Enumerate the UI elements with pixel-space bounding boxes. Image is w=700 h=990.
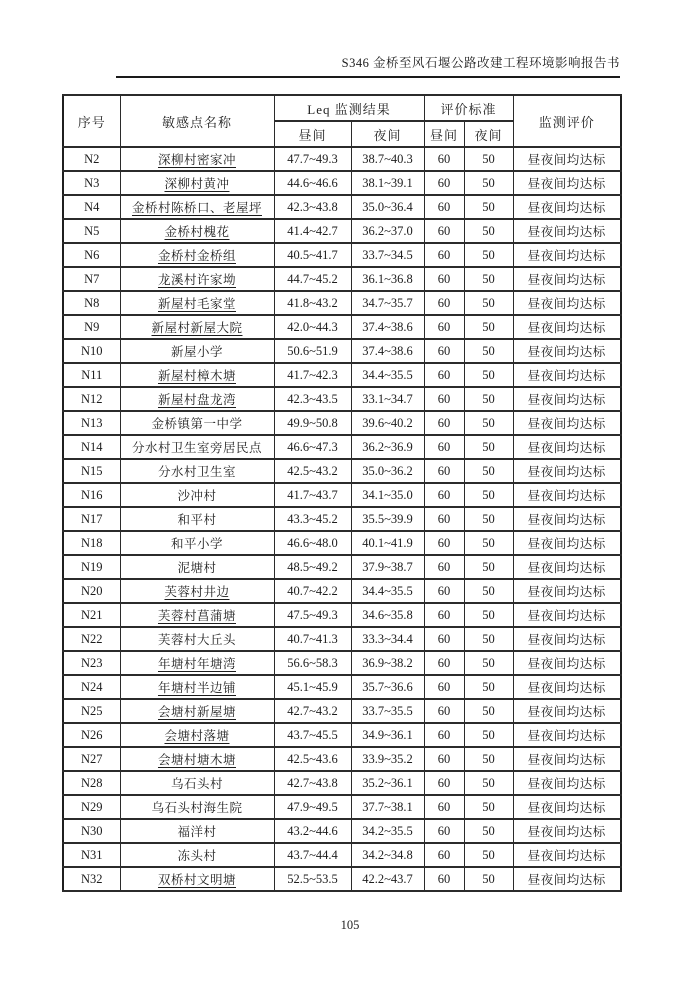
cell-std-night: 50 <box>464 675 513 699</box>
cell-std-day: 60 <box>424 387 464 411</box>
table-row <box>63 171 621 195</box>
cell-leq-night: 37.9~38.7 <box>351 555 424 579</box>
cell-leq-night: 35.0~36.4 <box>351 195 424 219</box>
cell-std-day: 60 <box>424 603 464 627</box>
cell-leq-day: 40.7~42.2 <box>274 579 351 603</box>
cell-eval: 昼夜间均达标 <box>513 627 621 651</box>
cell-eval: 昼夜间均达标 <box>513 819 621 843</box>
cell-name: 深柳村黄冲 <box>120 171 274 195</box>
cell-serial: N8 <box>63 291 120 315</box>
cell-leq-day: 42.7~43.2 <box>274 699 351 723</box>
cell-serial: N20 <box>63 579 120 603</box>
cell-std-night: 50 <box>464 747 513 771</box>
cell-leq-day: 40.7~41.3 <box>274 627 351 651</box>
cell-leq-night: 38.1~39.1 <box>351 171 424 195</box>
table-row <box>63 411 621 435</box>
cell-eval: 昼夜间均达标 <box>513 387 621 411</box>
cell-eval: 昼夜间均达标 <box>513 579 621 603</box>
cell-leq-day: 42.3~43.8 <box>274 195 351 219</box>
cell-name: 金桥村金桥组 <box>120 243 274 267</box>
cell-std-day: 60 <box>424 531 464 555</box>
cell-std-night: 50 <box>464 291 513 315</box>
cell-std-day: 60 <box>424 363 464 387</box>
cell-serial: N28 <box>63 771 120 795</box>
cell-leq-night: 33.1~34.7 <box>351 387 424 411</box>
table-row <box>63 579 621 603</box>
cell-std-night: 50 <box>464 627 513 651</box>
cell-leq-night: 34.9~36.1 <box>351 723 424 747</box>
cell-leq-night: 35.5~39.9 <box>351 507 424 531</box>
cell-serial: N5 <box>63 219 120 243</box>
cell-std-night: 50 <box>464 843 513 867</box>
cell-std-day: 60 <box>424 699 464 723</box>
table-row <box>63 699 621 723</box>
cell-leq-night: 39.6~40.2 <box>351 411 424 435</box>
cell-leq-day: 45.1~45.9 <box>274 675 351 699</box>
header-leq-results: Leq 监测结果 <box>274 95 424 121</box>
cell-std-day: 60 <box>424 459 464 483</box>
cell-leq-night: 42.2~43.7 <box>351 867 424 891</box>
cell-leq-night: 36.1~36.8 <box>351 267 424 291</box>
cell-serial: N31 <box>63 843 120 867</box>
cell-std-night: 50 <box>464 699 513 723</box>
cell-eval: 昼夜间均达标 <box>513 363 621 387</box>
cell-serial: N23 <box>63 651 120 675</box>
cell-leq-night: 37.4~38.6 <box>351 339 424 363</box>
table-row <box>63 459 621 483</box>
cell-name: 金桥村陈桥口、老屋坪 <box>120 195 274 219</box>
cell-eval: 昼夜间均达标 <box>513 411 621 435</box>
cell-name: 会塘村塘木塘 <box>120 747 274 771</box>
cell-std-night: 50 <box>464 267 513 291</box>
table-row <box>63 291 621 315</box>
cell-name: 乌石头村海生院 <box>120 795 274 819</box>
cell-eval: 昼夜间均达标 <box>513 723 621 747</box>
cell-name: 和平小学 <box>120 531 274 555</box>
cell-leq-night: 40.1~41.9 <box>351 531 424 555</box>
table-row <box>63 795 621 819</box>
cell-eval: 昼夜间均达标 <box>513 531 621 555</box>
cell-eval: 昼夜间均达标 <box>513 795 621 819</box>
cell-std-day: 60 <box>424 339 464 363</box>
cell-std-day: 60 <box>424 651 464 675</box>
cell-serial: N27 <box>63 747 120 771</box>
cell-leq-night: 33.7~34.5 <box>351 243 424 267</box>
cell-eval: 昼夜间均达标 <box>513 747 621 771</box>
table-body <box>63 147 621 891</box>
cell-serial: N6 <box>63 243 120 267</box>
cell-leq-night: 33.9~35.2 <box>351 747 424 771</box>
cell-leq-day: 46.6~48.0 <box>274 531 351 555</box>
cell-std-night: 50 <box>464 147 513 171</box>
cell-serial: N32 <box>63 867 120 891</box>
table-row <box>63 363 621 387</box>
cell-leq-day: 42.0~44.3 <box>274 315 351 339</box>
table-row <box>63 147 621 171</box>
cell-name: 分水村卫生室旁居民点 <box>120 435 274 459</box>
cell-eval: 昼夜间均达标 <box>513 195 621 219</box>
table-row <box>63 747 621 771</box>
table-row <box>63 483 621 507</box>
cell-std-day: 60 <box>424 171 464 195</box>
table-row <box>63 651 621 675</box>
cell-std-day: 60 <box>424 747 464 771</box>
header-monitoring-evaluation: 监测评价 <box>513 95 621 147</box>
cell-std-night: 50 <box>464 411 513 435</box>
header-evaluation-standard: 评价标准 <box>424 95 513 121</box>
cell-name: 冻头村 <box>120 843 274 867</box>
table-row <box>63 555 621 579</box>
header-serial: 序号 <box>63 95 120 147</box>
cell-std-night: 50 <box>464 459 513 483</box>
cell-eval: 昼夜间均达标 <box>513 603 621 627</box>
cell-name: 新屋村盘龙湾 <box>120 387 274 411</box>
cell-leq-day: 43.7~44.4 <box>274 843 351 867</box>
cell-leq-day: 41.4~42.7 <box>274 219 351 243</box>
table-row <box>63 267 621 291</box>
cell-leq-day: 42.3~43.5 <box>274 387 351 411</box>
cell-serial: N2 <box>63 147 120 171</box>
table-row <box>63 531 621 555</box>
table-row <box>63 507 621 531</box>
cell-leq-day: 56.6~58.3 <box>274 651 351 675</box>
cell-serial: N21 <box>63 603 120 627</box>
table-row <box>63 243 621 267</box>
cell-leq-night: 35.7~36.6 <box>351 675 424 699</box>
cell-name: 新屋小学 <box>120 339 274 363</box>
cell-std-day: 60 <box>424 291 464 315</box>
cell-serial: N12 <box>63 387 120 411</box>
cell-eval: 昼夜间均达标 <box>513 459 621 483</box>
cell-leq-day: 48.5~49.2 <box>274 555 351 579</box>
noise-monitoring-table <box>62 94 622 892</box>
table-row <box>63 339 621 363</box>
cell-leq-day: 47.5~49.3 <box>274 603 351 627</box>
cell-std-day: 60 <box>424 819 464 843</box>
cell-std-night: 50 <box>464 555 513 579</box>
cell-serial: N4 <box>63 195 120 219</box>
cell-std-night: 50 <box>464 507 513 531</box>
cell-serial: N16 <box>63 483 120 507</box>
cell-eval: 昼夜间均达标 <box>513 651 621 675</box>
cell-leq-day: 47.9~49.5 <box>274 795 351 819</box>
cell-serial: N15 <box>63 459 120 483</box>
cell-serial: N3 <box>63 171 120 195</box>
cell-std-day: 60 <box>424 267 464 291</box>
cell-std-day: 60 <box>424 195 464 219</box>
cell-std-day: 60 <box>424 867 464 891</box>
table-row <box>63 387 621 411</box>
cell-name: 新屋村新屋大院 <box>120 315 274 339</box>
cell-name: 芙蓉村菖蒲塘 <box>120 603 274 627</box>
cell-std-night: 50 <box>464 243 513 267</box>
cell-std-night: 50 <box>464 315 513 339</box>
cell-leq-day: 41.8~43.2 <box>274 291 351 315</box>
cell-std-day: 60 <box>424 507 464 531</box>
page-number: 105 <box>340 918 360 932</box>
cell-leq-day: 44.7~45.2 <box>274 267 351 291</box>
cell-std-night: 50 <box>464 579 513 603</box>
cell-leq-night: 34.7~35.7 <box>351 291 424 315</box>
cell-std-night: 50 <box>464 171 513 195</box>
cell-leq-night: 34.4~35.5 <box>351 579 424 603</box>
cell-name: 金桥村槐花 <box>120 219 274 243</box>
cell-eval: 昼夜间均达标 <box>513 315 621 339</box>
cell-name: 龙溪村许家坳 <box>120 267 274 291</box>
cell-serial: N18 <box>63 531 120 555</box>
cell-std-day: 60 <box>424 675 464 699</box>
cell-eval: 昼夜间均达标 <box>513 843 621 867</box>
cell-eval: 昼夜间均达标 <box>513 339 621 363</box>
cell-leq-day: 52.5~53.5 <box>274 867 351 891</box>
cell-name: 新屋村毛家堂 <box>120 291 274 315</box>
cell-name: 和平村 <box>120 507 274 531</box>
cell-name: 芙蓉村大丘头 <box>120 627 274 651</box>
table-row <box>63 843 621 867</box>
table-row <box>63 219 621 243</box>
table-row <box>63 315 621 339</box>
cell-std-day: 60 <box>424 435 464 459</box>
cell-leq-day: 43.3~45.2 <box>274 507 351 531</box>
cell-leq-day: 46.6~47.3 <box>274 435 351 459</box>
cell-eval: 昼夜间均达标 <box>513 507 621 531</box>
table-row <box>63 723 621 747</box>
cell-std-day: 60 <box>424 843 464 867</box>
header-sensitive-point-name: 敏感点名称 <box>120 95 274 147</box>
cell-std-day: 60 <box>424 579 464 603</box>
cell-std-day: 60 <box>424 723 464 747</box>
cell-name: 双桥村文明塘 <box>120 867 274 891</box>
cell-name: 会塘村新屋塘 <box>120 699 274 723</box>
cell-std-day: 60 <box>424 555 464 579</box>
cell-serial: N26 <box>63 723 120 747</box>
cell-leq-night: 34.2~35.5 <box>351 819 424 843</box>
table-row <box>63 771 621 795</box>
header-std-day: 昼间 <box>424 121 464 147</box>
cell-eval: 昼夜间均达标 <box>513 291 621 315</box>
cell-std-night: 50 <box>464 363 513 387</box>
cell-eval: 昼夜间均达标 <box>513 555 621 579</box>
header-divider <box>116 76 620 78</box>
cell-name: 深柳村密家冲 <box>120 147 274 171</box>
cell-eval: 昼夜间均达标 <box>513 771 621 795</box>
cell-leq-night: 35.0~36.2 <box>351 459 424 483</box>
cell-eval: 昼夜间均达标 <box>513 483 621 507</box>
cell-leq-day: 49.9~50.8 <box>274 411 351 435</box>
table-row <box>63 603 621 627</box>
table-row <box>63 195 621 219</box>
cell-eval: 昼夜间均达标 <box>513 867 621 891</box>
cell-std-night: 50 <box>464 219 513 243</box>
cell-leq-night: 37.7~38.1 <box>351 795 424 819</box>
cell-std-night: 50 <box>464 483 513 507</box>
cell-leq-day: 41.7~43.7 <box>274 483 351 507</box>
cell-serial: N7 <box>63 267 120 291</box>
cell-serial: N30 <box>63 819 120 843</box>
cell-serial: N10 <box>63 339 120 363</box>
cell-leq-day: 44.6~46.6 <box>274 171 351 195</box>
cell-leq-day: 43.7~45.5 <box>274 723 351 747</box>
cell-eval: 昼夜间均达标 <box>513 171 621 195</box>
cell-leq-day: 42.5~43.2 <box>274 459 351 483</box>
cell-name: 年塘村半边铺 <box>120 675 274 699</box>
cell-std-night: 50 <box>464 531 513 555</box>
cell-eval: 昼夜间均达标 <box>513 267 621 291</box>
cell-leq-night: 35.2~36.1 <box>351 771 424 795</box>
cell-leq-night: 33.3~34.4 <box>351 627 424 651</box>
cell-serial: N17 <box>63 507 120 531</box>
cell-name: 新屋村樟木塘 <box>120 363 274 387</box>
cell-std-night: 50 <box>464 195 513 219</box>
header-leq-day: 昼间 <box>274 121 351 147</box>
cell-std-night: 50 <box>464 795 513 819</box>
table-header <box>63 95 621 147</box>
cell-std-day: 60 <box>424 243 464 267</box>
cell-std-day: 60 <box>424 795 464 819</box>
cell-name: 金桥镇第一中学 <box>120 411 274 435</box>
cell-std-day: 60 <box>424 315 464 339</box>
cell-std-day: 60 <box>424 627 464 651</box>
cell-std-day: 60 <box>424 147 464 171</box>
cell-name: 泥塘村 <box>120 555 274 579</box>
cell-std-night: 50 <box>464 339 513 363</box>
cell-serial: N24 <box>63 675 120 699</box>
table-row <box>63 627 621 651</box>
cell-leq-night: 34.2~34.8 <box>351 843 424 867</box>
cell-std-day: 60 <box>424 219 464 243</box>
cell-serial: N13 <box>63 411 120 435</box>
cell-leq-night: 36.2~37.0 <box>351 219 424 243</box>
cell-leq-night: 37.4~38.6 <box>351 315 424 339</box>
cell-leq-day: 41.7~42.3 <box>274 363 351 387</box>
cell-leq-night: 38.7~40.3 <box>351 147 424 171</box>
table-row <box>63 819 621 843</box>
cell-std-day: 60 <box>424 411 464 435</box>
cell-leq-night: 36.2~36.9 <box>351 435 424 459</box>
cell-serial: N11 <box>63 363 120 387</box>
cell-leq-day: 47.7~49.3 <box>274 147 351 171</box>
cell-serial: N9 <box>63 315 120 339</box>
cell-leq-night: 34.4~35.5 <box>351 363 424 387</box>
cell-name: 沙冲村 <box>120 483 274 507</box>
table-header-row-1 <box>63 95 621 121</box>
table-row <box>63 675 621 699</box>
cell-std-night: 50 <box>464 387 513 411</box>
cell-name: 芙蓉村井边 <box>120 579 274 603</box>
cell-eval: 昼夜间均达标 <box>513 219 621 243</box>
cell-leq-day: 50.6~51.9 <box>274 339 351 363</box>
cell-name: 乌石头村 <box>120 771 274 795</box>
cell-std-night: 50 <box>464 867 513 891</box>
cell-eval: 昼夜间均达标 <box>513 435 621 459</box>
cell-std-night: 50 <box>464 603 513 627</box>
header-std-night: 夜间 <box>464 121 513 147</box>
cell-leq-day: 43.2~44.6 <box>274 819 351 843</box>
cell-name: 年塘村年塘湾 <box>120 651 274 675</box>
document-header-title: S346 金桥至风石堰公路改建工程环境影响报告书 <box>341 56 620 70</box>
cell-serial: N14 <box>63 435 120 459</box>
cell-leq-night: 34.6~35.8 <box>351 603 424 627</box>
cell-leq-day: 42.5~43.6 <box>274 747 351 771</box>
cell-leq-night: 36.9~38.2 <box>351 651 424 675</box>
table-row <box>63 435 621 459</box>
cell-std-day: 60 <box>424 483 464 507</box>
header-leq-night: 夜间 <box>351 121 424 147</box>
table-row <box>63 867 621 891</box>
cell-eval: 昼夜间均达标 <box>513 243 621 267</box>
cell-std-night: 50 <box>464 771 513 795</box>
cell-eval: 昼夜间均达标 <box>513 147 621 171</box>
cell-name: 分水村卫生室 <box>120 459 274 483</box>
cell-eval: 昼夜间均达标 <box>513 699 621 723</box>
cell-leq-night: 33.7~35.5 <box>351 699 424 723</box>
cell-serial: N19 <box>63 555 120 579</box>
cell-serial: N25 <box>63 699 120 723</box>
cell-name: 会塘村落塘 <box>120 723 274 747</box>
cell-std-night: 50 <box>464 723 513 747</box>
cell-serial: N29 <box>63 795 120 819</box>
cell-std-night: 50 <box>464 435 513 459</box>
cell-serial: N22 <box>63 627 120 651</box>
cell-eval: 昼夜间均达标 <box>513 675 621 699</box>
cell-leq-day: 40.5~41.7 <box>274 243 351 267</box>
cell-std-night: 50 <box>464 819 513 843</box>
cell-std-day: 60 <box>424 771 464 795</box>
cell-leq-night: 34.1~35.0 <box>351 483 424 507</box>
cell-std-night: 50 <box>464 651 513 675</box>
cell-name: 福洋村 <box>120 819 274 843</box>
cell-leq-day: 42.7~43.8 <box>274 771 351 795</box>
